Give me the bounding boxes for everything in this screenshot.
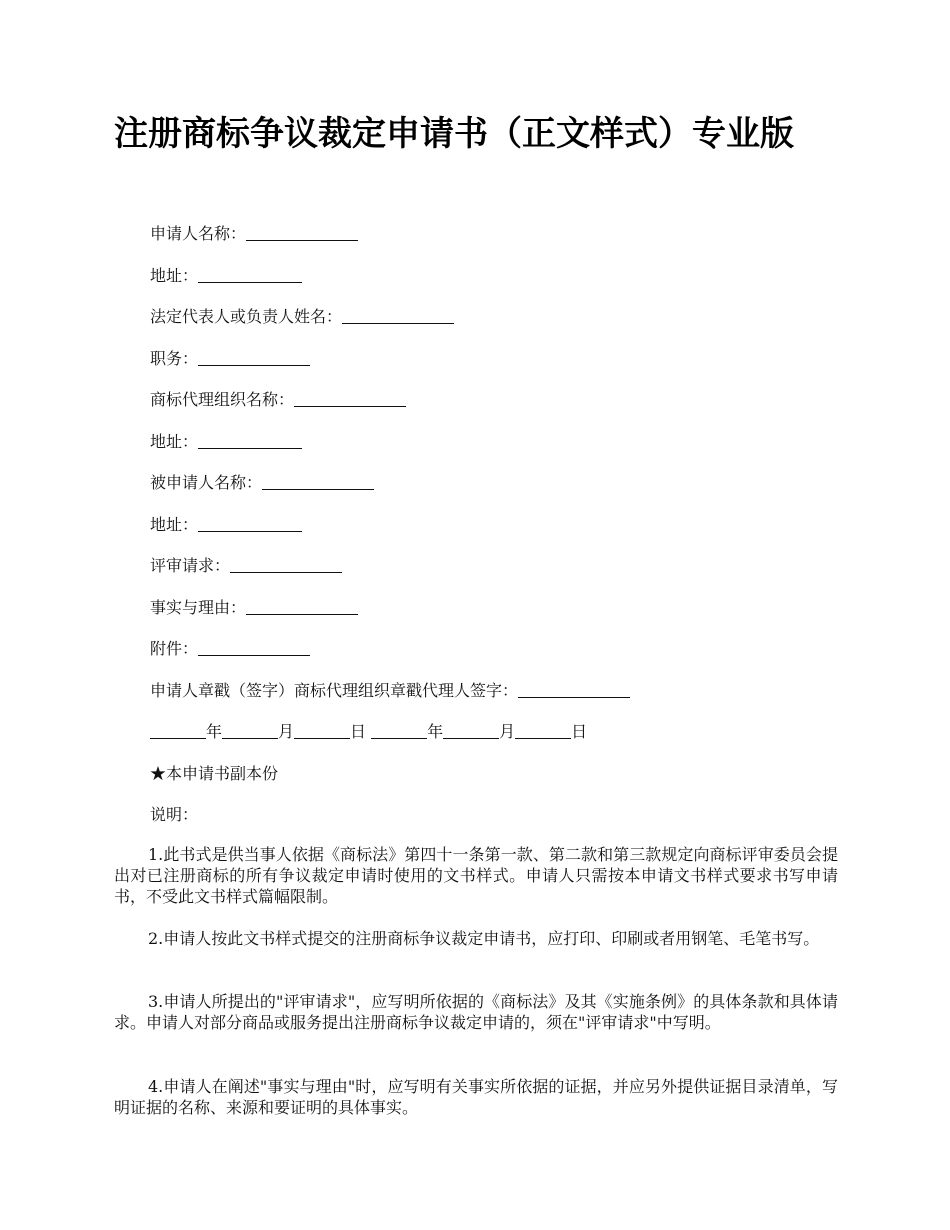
note-paragraph: 2.申请人按此文书样式提交的注册商标争议裁定申请书，应打印、印刷或者用钢笔、毛笔书写。 xyxy=(148,929,820,948)
copies-note: ★本申请书副本份 xyxy=(150,764,279,783)
fill-blank xyxy=(198,430,302,449)
field-label: 地址： xyxy=(150,515,199,534)
fill-blank xyxy=(518,679,630,698)
date-line xyxy=(150,720,587,744)
month-label: 月 xyxy=(278,722,295,741)
year-label: 年 xyxy=(206,722,223,741)
field-agency-name xyxy=(150,388,406,412)
fill-blank xyxy=(230,554,342,573)
field-respondent-address xyxy=(150,513,302,537)
fill-blank xyxy=(198,347,310,366)
field-signatures xyxy=(150,679,630,703)
field-review-request xyxy=(150,554,342,578)
fill-blank xyxy=(262,471,374,490)
day-blank xyxy=(294,720,350,739)
fill-blank xyxy=(294,388,406,407)
field-agency-address xyxy=(150,430,302,454)
day-blank xyxy=(515,720,571,739)
month-label: 月 xyxy=(499,722,516,741)
field-label: 申请人章戳（签字）商标代理组织章戳代理人签字： xyxy=(150,681,519,700)
field-applicant-address xyxy=(150,264,302,288)
field-label: 地址： xyxy=(150,432,199,451)
note-paragraph: 4.申请人在阐述"事实与理由"时，应写明有关事实所依据的证据，并应另外提供证据目录清单，写明证据的名称、来源和要证明的具体事实。 xyxy=(114,1077,838,1117)
year-label: 年 xyxy=(427,722,444,741)
field-attachments xyxy=(150,637,310,661)
field-label: 法定代表人或负责人姓名： xyxy=(150,307,343,326)
field-facts-reasons xyxy=(150,596,358,620)
day-label: 日 xyxy=(350,722,367,741)
field-label: 地址： xyxy=(150,266,199,285)
document-title: 注册商标争议裁定申请书（正文样式）专业版 xyxy=(114,114,794,154)
field-respondent-name xyxy=(150,471,374,495)
fill-blank xyxy=(198,264,302,283)
field-label: 职务： xyxy=(150,349,199,368)
note-paragraph: 3.申请人所提出的"评审请求"，应写明所依据的《商标法》及其《实施条例》的具体条款和具体请求。申请人对部分商品或服务提出注册商标争议裁定申请的，须在"评审请求"中写明。 xyxy=(114,992,838,1032)
note-paragraph: 1.此书式是供当事人依据《商标法》第四十一条第一款、第二款和第三款规定向商标评审委员会提出对已注册商标的所有争议裁定申请时使用的文书样式。申请人只需按本申请文书样式要求书写申请书，不受此文书样式篇幅限制。 xyxy=(114,845,838,906)
field-label: 被申请人名称： xyxy=(150,473,263,492)
fill-blank xyxy=(198,513,302,532)
fill-blank xyxy=(246,596,358,615)
fill-blank xyxy=(342,305,454,324)
field-label: 申请人名称： xyxy=(150,224,247,243)
notes-heading: 说明： xyxy=(150,805,199,824)
day-label: 日 xyxy=(571,722,588,741)
field-legal-representative xyxy=(150,305,454,329)
field-label: 事实与理由： xyxy=(150,598,247,617)
fill-blank xyxy=(246,222,358,241)
month-blank xyxy=(222,720,278,739)
field-label: 附件： xyxy=(150,639,199,658)
year-blank xyxy=(150,720,206,739)
field-label: 评审请求： xyxy=(150,556,231,575)
field-position xyxy=(150,347,310,371)
month-blank xyxy=(443,720,499,739)
field-applicant-name xyxy=(150,222,358,246)
field-label: 商标代理组织名称： xyxy=(150,390,295,409)
year-blank xyxy=(371,720,427,739)
fill-blank xyxy=(198,637,310,656)
